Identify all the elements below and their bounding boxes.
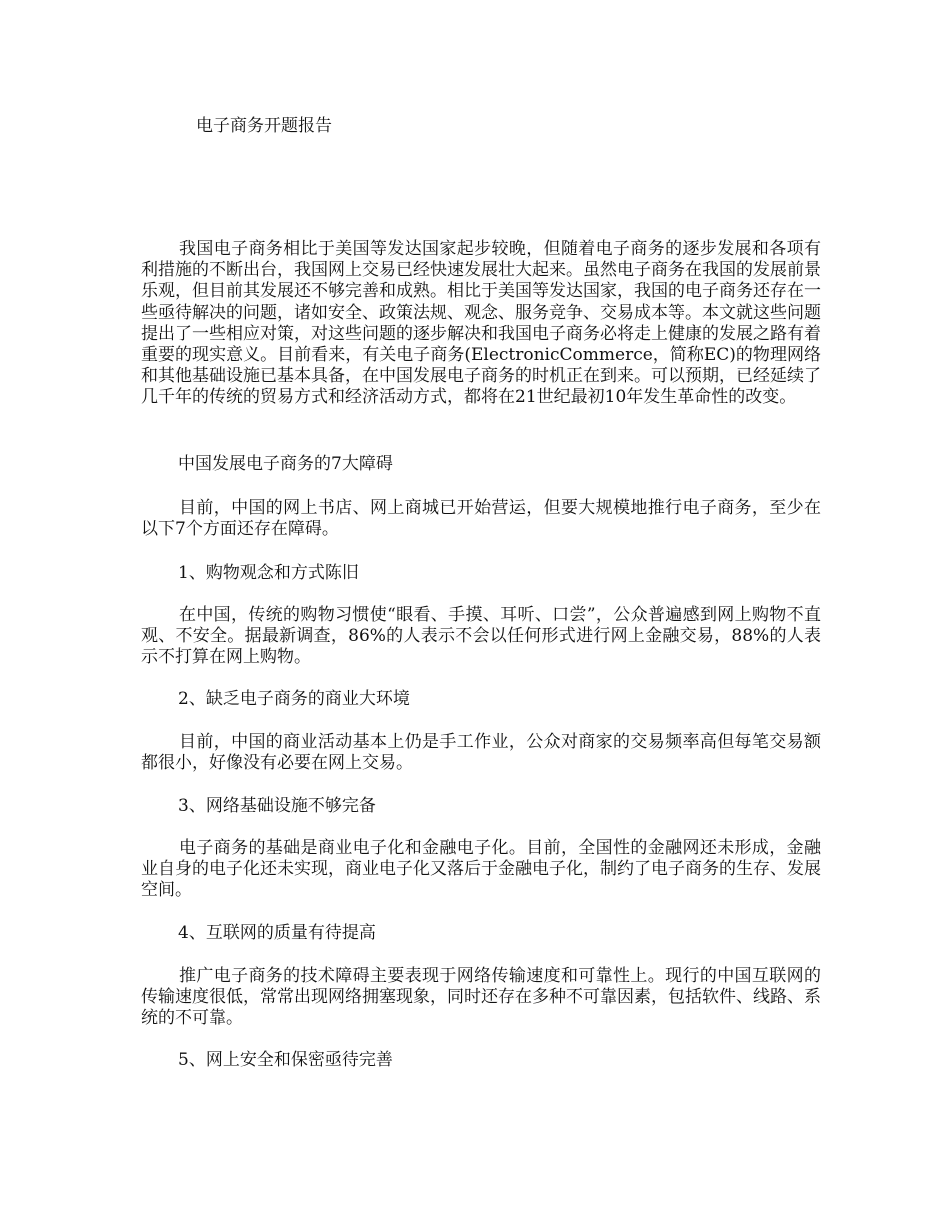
- item-3-heading: 3、网络基础设施不够完备: [178, 796, 376, 816]
- intro-paragraph: 我国电子商务相比于美国等发达国家起步较晚，但随着电子商务的逐步发展和各项有利措施的不断出台，我国网上交易已经快速发展壮大起来。虽然电子商务在我国的发展前景乐观，但目前其发展还不够完善和成熟。相比于美国等发达国家，我国的电子商务还存在一些亟待解决的问题，诸如安全、政策法规、观念、服务竞争、交易成本等。本文就这些问题提出了一些相应对策，对这些问题的逐步解决和我国电子商务必将走上健康的发展之路有着重要的现实意义。目前看来，有关电子商务(ElectronicCommerce，简称EC)的物理网络和其他基础设施已基本具备，在中国发展电子商务的时机正在到来。可以预期，已经延续了几千年的传统的贸易方式和经济活动方式，都将在21世纪最初10年发生革命性的改变。: [141, 239, 821, 408]
- section-heading: 中国发展电子商务的7大障碍: [178, 454, 393, 474]
- item-3-paragraph: 电子商务的基础是商业电子化和金融电子化。目前，全国性的金融网还未形成，金融业自身的电子化还未实现，商业电子化又落后于金融电子化，制约了电子商务的生存、发展空间。: [141, 838, 821, 901]
- item-2-paragraph: 目前，中国的商业活动基本上仍是手工作业，公众对商家的交易频率高但每笔交易额都很小，好像没有必要在网上交易。: [141, 732, 821, 774]
- item-4-paragraph: 推广电子商务的技术障碍主要表现于网络传输速度和可靠性上。现行的中国互联网的传输速度很低，常常出现网络拥塞现象，同时还存在多种不可靠因素，包括软件、线路、系统的不可靠。: [141, 966, 821, 1029]
- document-title: 电子商务开题报告: [196, 116, 332, 136]
- item-5-heading: 5、网上安全和保密亟待完善: [178, 1050, 393, 1070]
- item-2-heading: 2、缺乏电子商务的商业大环境: [178, 689, 410, 709]
- item-4-heading: 4、互联网的质量有待提高: [178, 923, 376, 943]
- item-1-heading: 1、购物观念和方式陈旧: [178, 563, 359, 583]
- section-intro-paragraph: 目前，中国的网上书店、网上商城已开始营运，但要大规模地推行电子商务，至少在以下7个方面还存在障碍。: [141, 498, 821, 540]
- item-1-paragraph: 在中国，传统的购物习惯使“眼看、手摸、耳听、口尝”，公众普遍感到网上购物不直观、不安全。据最新调查，86%的人表示不会以任何形式进行网上金融交易，88%的人表示不打算在网上购物。: [141, 605, 821, 668]
